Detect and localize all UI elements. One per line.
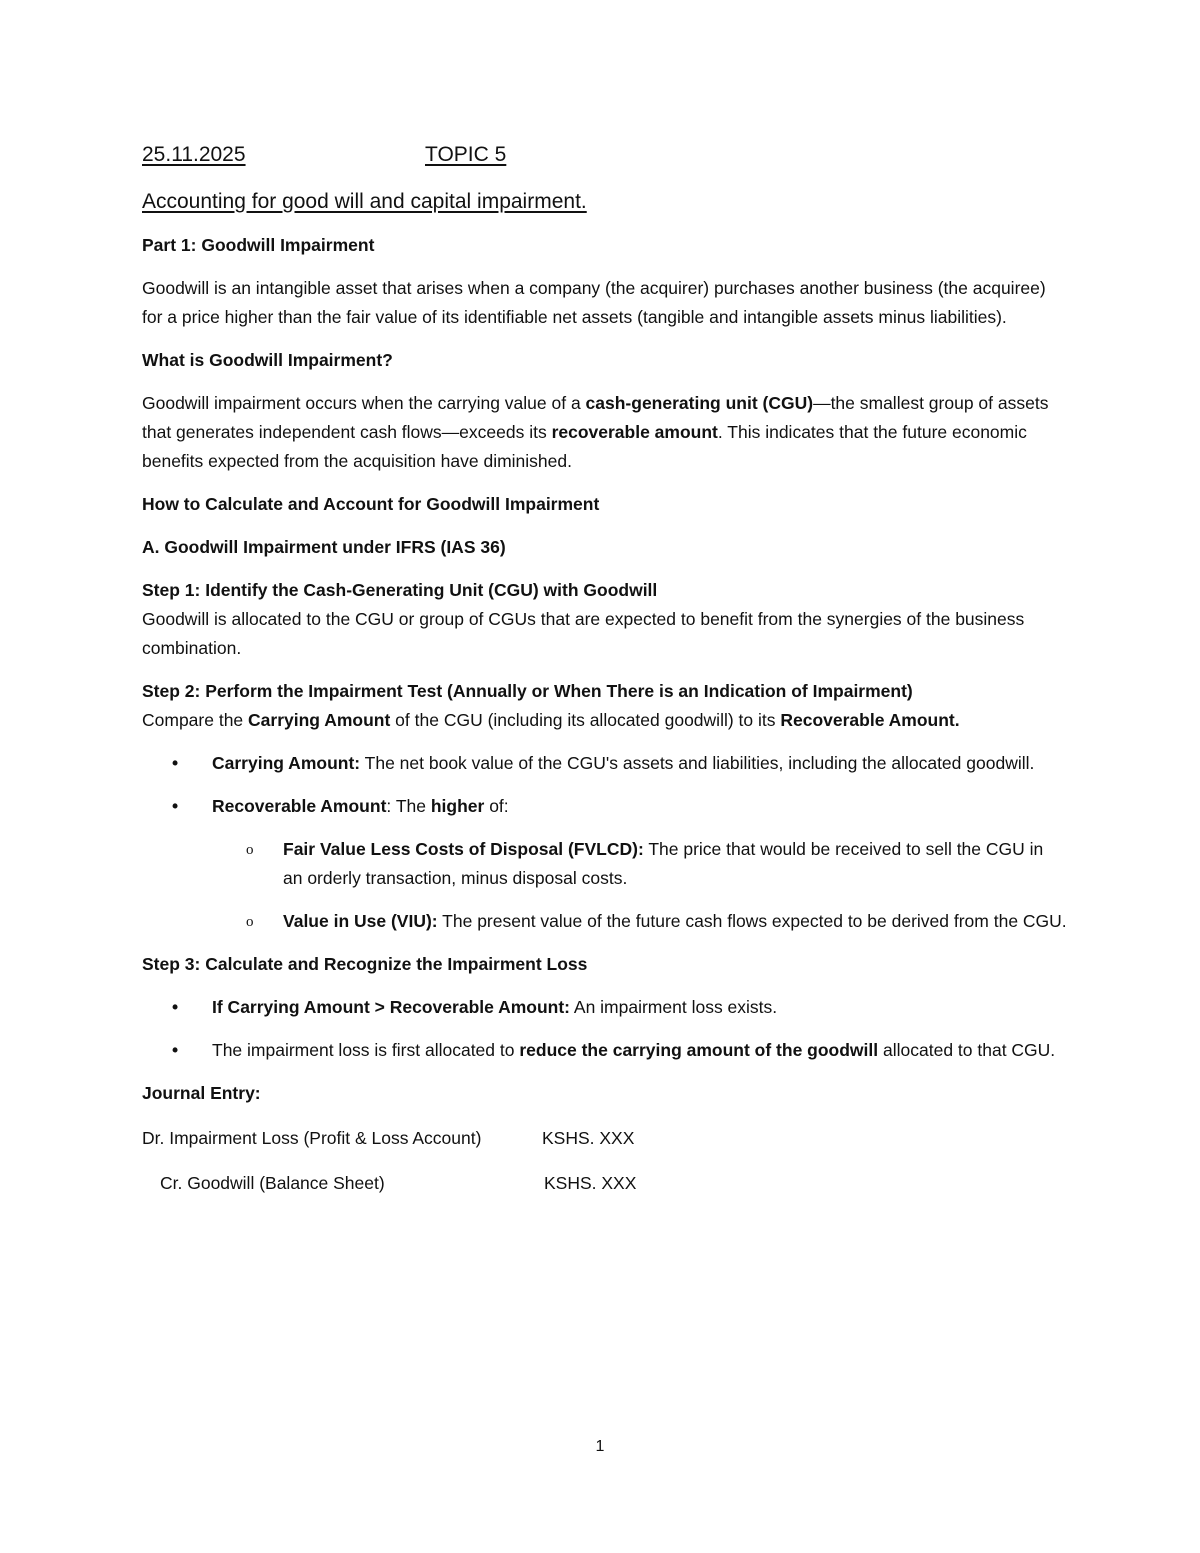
step3-heading: Step 3: Calculate and Recognize the Impairment Loss <box>142 954 588 974</box>
debit-amount: KSHS. XXX <box>542 1128 635 1148</box>
debit-label: Dr. Impairment Loss (Profit & Loss Account) <box>142 1128 482 1148</box>
how-to-heading: How to Calculate and Account for Goodwill Impairment <box>142 494 600 514</box>
part1-heading: Part 1: Goodwill Impairment <box>142 235 375 255</box>
list-item: • The impairment loss is first allocated to reduce the carrying amount of the goodwill allocated to that CGU. <box>142 1036 1067 1065</box>
document-title: Accounting for good will and capital impairment. <box>142 190 587 213</box>
journal-debit-line <box>142 1124 1067 1153</box>
sub-list-item: o Fair Value Less Costs of Disposal (FVLCD): The price that would be received to sell the CGU in an orderly transaction, minus disposal costs. <box>142 835 1067 893</box>
topic-label: TOPIC 5 <box>425 143 507 166</box>
step1-text: Goodwill is allocated to the CGU or group of CGUs that are expected to benefit from the synergies of the business combination. <box>142 609 1025 658</box>
journal-heading: Journal Entry: <box>142 1083 261 1103</box>
section-a-heading: A. Goodwill Impairment under IFRS (IAS 36) <box>142 537 506 557</box>
list-item: • If Carrying Amount > Recoverable Amount: An impairment loss exists. <box>142 993 1067 1022</box>
what-is-heading: What is Goodwill Impairment? <box>142 350 393 370</box>
journal-credit-line <box>142 1169 1067 1198</box>
step2-text: Compare the Carrying Amount of the CGU (including its allocated goodwill) to its Recoverable Amount. <box>142 710 960 730</box>
sub-list-item: o Value in Use (VIU): The present value of the future cash flows expected to be derived from the CGU. <box>142 907 1067 936</box>
credit-amount: KSHS. XXX <box>544 1173 637 1193</box>
list-item: • Recoverable Amount: The higher of: <box>142 792 1067 821</box>
credit-label: Cr. Goodwill (Balance Sheet) <box>160 1173 385 1193</box>
header-line <box>142 140 1067 170</box>
step2-list <box>142 749 1067 936</box>
step1-heading: Step 1: Identify the Cash-Generating Unit (CGU) with Goodwill <box>142 580 658 600</box>
list-item: • Carrying Amount: The net book value of the CGU's assets and liabilities, including the allocated goodwill. <box>142 749 1067 778</box>
goodwill-definition: Goodwill is an intangible asset that arises when a company (the acquirer) purchases another business (the acquiree) for a price higher than the fair value of its identifiable net assets (tangible and intangible assets minus liabilities). <box>142 278 1046 327</box>
step2-heading: Step 2: Perform the Impairment Test (Annually or When There is an Indication of Impairment) <box>142 681 913 701</box>
what-is-paragraph: Goodwill impairment occurs when the carrying value of a cash-generating unit (CGU)—the smallest group of assets that generates independent cash flows—exceeds its recoverable amount. This indicates that the future economic benefits expected from the acquisition have diminished. <box>142 393 1049 471</box>
step3-list <box>142 993 1067 1065</box>
date: 25.11.2025 <box>142 143 246 166</box>
page-number: 1 <box>595 1438 605 1455</box>
document-page <box>142 140 1067 1198</box>
